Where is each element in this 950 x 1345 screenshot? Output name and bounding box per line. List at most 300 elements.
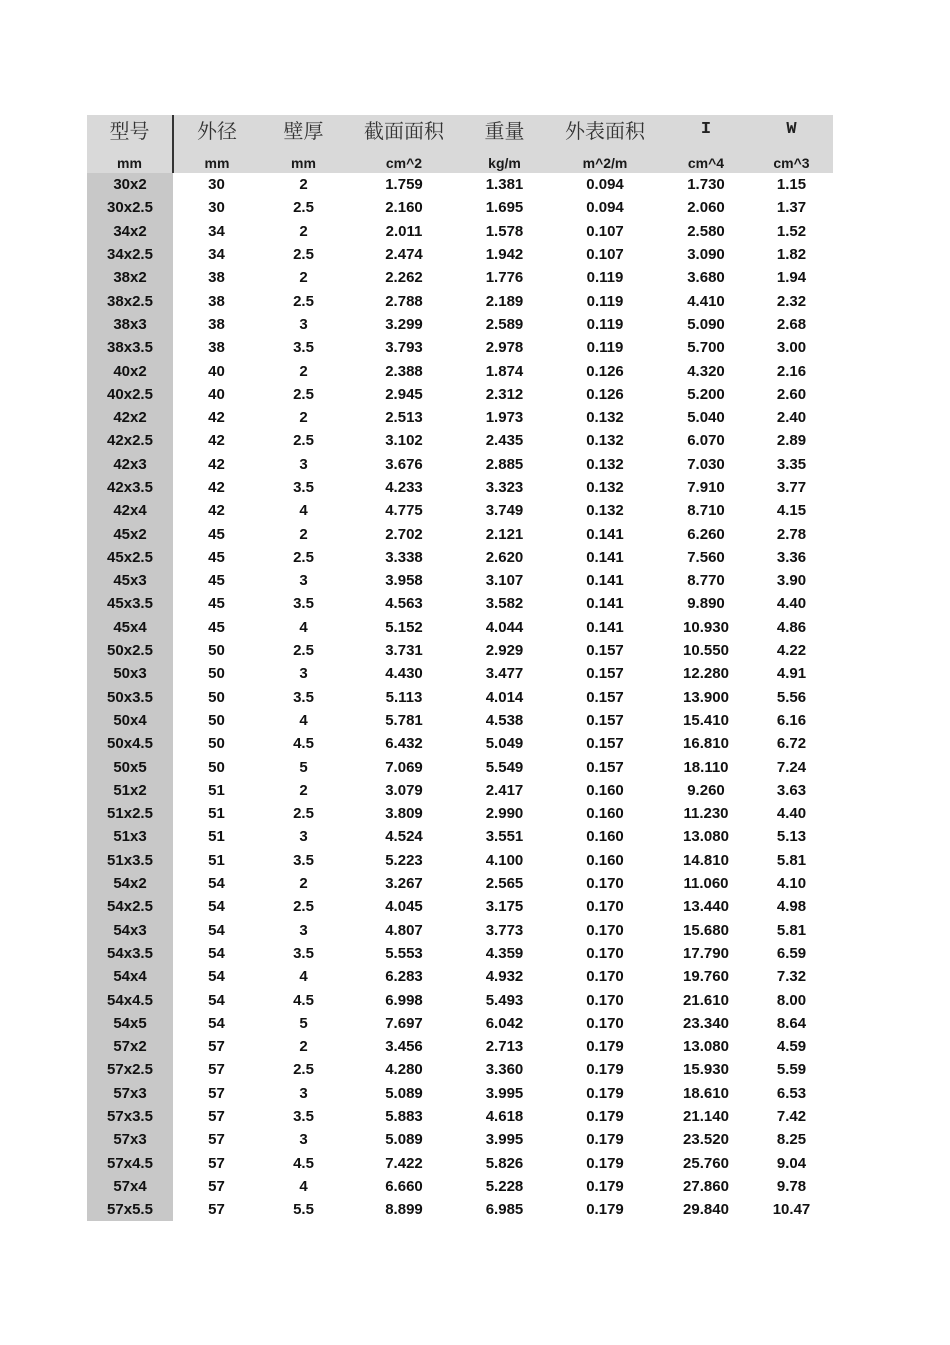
cell-section-area: 5.883 (385, 1108, 423, 1126)
cell-section-area: 3.676 (385, 455, 423, 473)
cell-section-area: 2.945 (385, 385, 423, 403)
table-row (87, 616, 833, 639)
cell-wall-thickness: 3 (299, 572, 308, 590)
cell-surface-area: 0.179 (586, 1108, 624, 1126)
cell-model: 51x3.5 (87, 849, 173, 872)
cell-wall-thickness: 2.5 (293, 199, 314, 217)
cell-surface-area: 0.132 (586, 409, 624, 427)
cell-surface-area: 0.179 (586, 1061, 624, 1079)
cell-section-modulus: 4.40 (776, 595, 807, 613)
cell-wall-thickness: 2.5 (293, 1061, 314, 1079)
cell-moment-of-inertia: 23.340 (683, 1014, 729, 1032)
cell-surface-area: 0.107 (586, 222, 624, 240)
cell-surface-area: 0.170 (586, 875, 624, 893)
cell-surface-area: 0.107 (586, 246, 624, 264)
cell-wall-thickness: 4 (299, 968, 308, 986)
cell-wall-thickness: 2.5 (293, 246, 314, 264)
cell-weight: 3.995 (485, 1131, 524, 1149)
cell-model: 40x2.5 (87, 383, 173, 406)
cell-model: 38x2.5 (87, 289, 173, 312)
cell-section-modulus: 9.04 (776, 1154, 807, 1172)
cell-section-area: 3.338 (385, 548, 423, 566)
cell-wall-thickness: 3.5 (293, 944, 314, 962)
cell-outer-diameter: 57 (208, 1131, 225, 1149)
table-row (87, 965, 833, 988)
cell-section-area: 7.697 (385, 1014, 423, 1032)
cell-weight: 5.826 (485, 1154, 524, 1172)
cell-weight: 5.049 (485, 735, 524, 753)
cell-moment-of-inertia: 15.930 (683, 1061, 729, 1079)
cell-moment-of-inertia: 21.610 (683, 991, 729, 1009)
header-surface-area: 外表面积 (548, 115, 662, 144)
cell-surface-area: 0.141 (586, 618, 624, 636)
cell-section-modulus: 7.32 (776, 968, 807, 986)
cell-model: 50x3 (87, 662, 173, 685)
header-weight: 重量 (461, 115, 548, 144)
cell-section-modulus: 6.72 (776, 735, 807, 753)
cell-section-modulus: 2.16 (776, 362, 807, 380)
cell-weight: 1.942 (485, 246, 524, 264)
cell-section-area: 5.089 (385, 1084, 423, 1102)
cell-wall-thickness: 2.5 (293, 642, 314, 660)
cell-moment-of-inertia: 5.090 (687, 315, 725, 333)
cell-model: 57x2 (87, 1035, 173, 1058)
cell-surface-area: 0.157 (586, 711, 624, 729)
cell-moment-of-inertia: 7.560 (687, 548, 725, 566)
table-row (87, 499, 833, 522)
cell-section-area: 7.422 (385, 1154, 423, 1172)
cell-wall-thickness: 3 (299, 828, 308, 846)
table-row (87, 476, 833, 499)
unit-surface-area: m^2/m (548, 144, 662, 173)
cell-outer-diameter: 51 (208, 781, 225, 799)
table-row (87, 942, 833, 965)
cell-section-modulus: 8.00 (776, 991, 807, 1009)
cell-moment-of-inertia: 13.080 (683, 1038, 729, 1056)
cell-moment-of-inertia: 8.710 (687, 502, 725, 520)
table-row (87, 1082, 833, 1105)
cell-wall-thickness: 2 (299, 362, 308, 380)
cell-weight: 2.121 (485, 525, 524, 543)
cell-moment-of-inertia: 8.770 (687, 572, 725, 590)
cell-section-area: 5.781 (385, 711, 423, 729)
cell-section-area: 3.958 (385, 572, 423, 590)
cell-wall-thickness: 2.5 (293, 292, 314, 310)
cell-surface-area: 0.160 (586, 805, 624, 823)
cell-weight: 2.620 (485, 548, 524, 566)
table-row (87, 1035, 833, 1058)
cell-weight: 4.618 (485, 1108, 524, 1126)
cell-section-modulus: 1.82 (776, 246, 807, 264)
cell-section-area: 4.280 (385, 1061, 423, 1079)
cell-section-area: 6.660 (385, 1177, 423, 1195)
cell-moment-of-inertia: 9.890 (687, 595, 725, 613)
cell-section-modulus: 4.59 (776, 1038, 807, 1056)
table-row (87, 895, 833, 918)
cell-surface-area: 0.141 (586, 525, 624, 543)
table-row (87, 592, 833, 615)
cell-model: 54x5 (87, 1012, 173, 1035)
cell-moment-of-inertia: 6.260 (687, 525, 725, 543)
cell-weight: 3.175 (485, 898, 524, 916)
cell-model: 34x2 (87, 220, 173, 243)
cell-weight: 1.695 (485, 199, 524, 217)
cell-weight: 1.874 (485, 362, 524, 380)
header-model: 型号 (87, 115, 173, 144)
cell-outer-diameter: 50 (208, 735, 225, 753)
cell-surface-area: 0.126 (586, 385, 624, 403)
cell-wall-thickness: 2.5 (293, 385, 314, 403)
cell-section-area: 4.775 (385, 502, 423, 520)
cell-section-modulus: 10.47 (772, 1201, 811, 1219)
table-row (87, 849, 833, 872)
cell-wall-thickness: 3.5 (293, 1108, 314, 1126)
table-row (87, 406, 833, 429)
cell-surface-area: 0.170 (586, 921, 624, 939)
cell-wall-thickness: 2 (299, 269, 308, 287)
cell-section-area: 5.089 (385, 1131, 423, 1149)
unit-section-area: cm^2 (347, 144, 461, 173)
table-row (87, 429, 833, 452)
cell-surface-area: 0.179 (586, 1154, 624, 1172)
cell-moment-of-inertia: 11.060 (683, 875, 729, 893)
cell-outer-diameter: 57 (208, 1061, 225, 1079)
table-row (87, 359, 833, 382)
cell-weight: 1.776 (485, 269, 524, 287)
cell-section-area: 6.998 (385, 991, 423, 1009)
cell-outer-diameter: 38 (208, 269, 225, 287)
cell-model: 51x2 (87, 779, 173, 802)
cell-moment-of-inertia: 3.090 (687, 246, 725, 264)
cell-surface-area: 0.157 (586, 758, 624, 776)
cell-model: 57x4 (87, 1175, 173, 1198)
cell-moment-of-inertia: 15.680 (683, 921, 729, 939)
unit-section-modulus: cm^3 (750, 144, 833, 173)
cell-moment-of-inertia: 10.550 (683, 642, 729, 660)
cell-model: 50x5 (87, 755, 173, 778)
cell-outer-diameter: 38 (208, 315, 225, 333)
cell-section-area: 5.152 (385, 618, 423, 636)
cell-surface-area: 0.132 (586, 502, 624, 520)
cell-moment-of-inertia: 16.810 (683, 735, 729, 753)
cell-weight: 4.100 (485, 851, 524, 869)
cell-wall-thickness: 4 (299, 1177, 308, 1195)
cell-section-modulus: 4.40 (776, 805, 807, 823)
cell-weight: 5.228 (485, 1177, 524, 1195)
cell-outer-diameter: 54 (208, 944, 225, 962)
cell-model: 54x2 (87, 872, 173, 895)
cell-outer-diameter: 45 (208, 572, 225, 590)
cell-moment-of-inertia: 13.900 (683, 688, 729, 706)
cell-section-modulus: 7.42 (776, 1108, 807, 1126)
cell-weight: 2.990 (485, 805, 524, 823)
cell-surface-area: 0.179 (586, 1201, 624, 1219)
table-row (87, 732, 833, 755)
cell-model: 57x4.5 (87, 1151, 173, 1174)
cell-wall-thickness: 2 (299, 409, 308, 427)
cell-outer-diameter: 50 (208, 758, 225, 776)
cell-wall-thickness: 2.5 (293, 432, 314, 450)
cell-surface-area: 0.157 (586, 642, 624, 660)
cell-weight: 5.549 (485, 758, 524, 776)
table-row (87, 196, 833, 219)
cell-outer-diameter: 51 (208, 805, 225, 823)
table-row (87, 220, 833, 243)
cell-section-modulus: 4.98 (776, 898, 807, 916)
cell-outer-diameter: 54 (208, 921, 225, 939)
cell-outer-diameter: 54 (208, 1014, 225, 1032)
cell-weight: 2.713 (485, 1038, 524, 1056)
cell-weight: 6.042 (485, 1014, 524, 1032)
cell-outer-diameter: 57 (208, 1038, 225, 1056)
cell-outer-diameter: 42 (208, 479, 225, 496)
cell-section-modulus: 6.53 (776, 1084, 807, 1102)
table-row (87, 546, 833, 569)
cell-surface-area: 0.170 (586, 991, 624, 1009)
table-row (87, 1105, 833, 1128)
cell-section-modulus: 3.90 (776, 572, 807, 590)
cell-surface-area: 0.141 (586, 572, 624, 590)
cell-model: 45x3 (87, 569, 173, 592)
cell-model: 54x4 (87, 965, 173, 988)
table-row (87, 755, 833, 778)
table-row (87, 802, 833, 825)
cell-section-modulus: 5.56 (776, 688, 807, 706)
cell-wall-thickness: 2 (299, 525, 308, 543)
cell-surface-area: 0.119 (586, 292, 624, 310)
cell-wall-thickness: 3.5 (293, 339, 314, 357)
cell-moment-of-inertia: 19.760 (683, 968, 729, 986)
cell-section-modulus: 4.10 (776, 875, 807, 893)
cell-model: 54x2.5 (87, 895, 173, 918)
cell-weight: 3.477 (485, 665, 524, 683)
cell-outer-diameter: 54 (208, 875, 225, 893)
table-row (87, 919, 833, 942)
cell-wall-thickness: 3.5 (293, 688, 314, 706)
cell-section-area: 2.262 (385, 269, 423, 287)
table-row (87, 173, 833, 196)
cell-model: 45x2.5 (87, 546, 173, 569)
cell-section-modulus: 5.59 (776, 1061, 807, 1079)
cell-weight: 3.551 (485, 828, 524, 846)
table-row (87, 383, 833, 406)
cell-surface-area: 0.179 (586, 1084, 624, 1102)
cell-outer-diameter: 57 (208, 1177, 225, 1195)
cell-wall-thickness: 5 (299, 758, 308, 776)
cell-section-modulus: 2.60 (776, 385, 807, 403)
cell-surface-area: 0.119 (586, 269, 624, 287)
cell-section-modulus: 4.91 (776, 665, 807, 683)
cell-model: 57x3 (87, 1128, 173, 1151)
cell-weight: 2.565 (485, 875, 524, 893)
cell-section-area: 2.788 (385, 292, 423, 310)
table-row (87, 1151, 833, 1174)
table-row (87, 569, 833, 592)
cell-outer-diameter: 40 (208, 385, 225, 403)
cell-weight: 3.749 (485, 502, 524, 520)
table-row (87, 1128, 833, 1151)
cell-moment-of-inertia: 4.320 (687, 362, 725, 380)
cell-moment-of-inertia: 5.040 (687, 409, 725, 427)
table-row (87, 1012, 833, 1035)
cell-weight: 2.435 (485, 432, 524, 450)
cell-outer-diameter: 38 (208, 339, 225, 357)
cell-model: 54x4.5 (87, 988, 173, 1011)
cell-section-area: 4.563 (385, 595, 423, 613)
cell-outer-diameter: 42 (208, 432, 225, 450)
cell-section-area: 4.807 (385, 921, 423, 939)
cell-wall-thickness: 2.5 (293, 805, 314, 823)
cell-wall-thickness: 2 (299, 875, 308, 893)
cell-outer-diameter: 45 (208, 548, 225, 566)
cell-section-modulus: 3.63 (776, 781, 807, 799)
unit-wall-thickness: mm (260, 144, 347, 173)
cell-section-area: 7.069 (385, 758, 423, 776)
cell-model: 54x3.5 (87, 942, 173, 965)
cell-wall-thickness: 4.5 (293, 1154, 314, 1172)
cell-outer-diameter: 34 (208, 246, 225, 264)
cell-outer-diameter: 42 (208, 502, 225, 520)
cell-surface-area: 0.094 (586, 199, 624, 217)
cell-wall-thickness: 4 (299, 502, 308, 520)
cell-model: 42x3 (87, 453, 173, 476)
cell-section-modulus: 6.16 (776, 711, 807, 729)
cell-model: 42x3.5 (87, 476, 173, 499)
cell-section-area: 3.456 (385, 1038, 423, 1056)
cell-wall-thickness: 3 (299, 921, 308, 939)
cell-section-area: 4.430 (385, 665, 423, 683)
cell-model: 45x4 (87, 616, 173, 639)
cell-section-area: 2.388 (385, 362, 423, 380)
cell-model: 57x2.5 (87, 1058, 173, 1081)
cell-surface-area: 0.160 (586, 851, 624, 869)
cell-surface-area: 0.179 (586, 1038, 624, 1056)
cell-outer-diameter: 50 (208, 711, 225, 729)
cell-weight: 2.589 (485, 315, 524, 333)
cell-section-modulus: 4.22 (776, 642, 807, 660)
table-row (87, 1058, 833, 1081)
table-row (87, 266, 833, 289)
cell-section-modulus: 3.36 (776, 548, 807, 566)
unit-outer-diameter: mm (173, 144, 260, 173)
cell-surface-area: 0.157 (586, 688, 624, 706)
cell-outer-diameter: 50 (208, 665, 225, 683)
cell-model: 57x3.5 (87, 1105, 173, 1128)
cell-weight: 1.578 (485, 222, 524, 240)
cell-model: 38x3 (87, 313, 173, 336)
cell-section-modulus: 2.89 (776, 432, 807, 450)
pipe-spec-table (87, 115, 833, 1221)
cell-moment-of-inertia: 2.580 (687, 222, 725, 240)
cell-model: 30x2 (87, 173, 173, 196)
cell-wall-thickness: 3.5 (293, 851, 314, 869)
table-row (87, 336, 833, 359)
cell-wall-thickness: 2 (299, 222, 308, 240)
cell-outer-diameter: 50 (208, 642, 225, 660)
cell-wall-thickness: 4 (299, 711, 308, 729)
cell-weight: 3.995 (485, 1084, 524, 1102)
cell-section-area: 3.809 (385, 805, 423, 823)
cell-moment-of-inertia: 7.910 (687, 479, 725, 496)
cell-section-area: 5.113 (385, 688, 423, 706)
cell-moment-of-inertia: 27.860 (683, 1177, 729, 1195)
cell-moment-of-inertia: 10.930 (683, 618, 729, 636)
cell-section-modulus: 3.00 (776, 339, 807, 357)
table-row (87, 313, 833, 336)
cell-section-area: 6.432 (385, 735, 423, 753)
cell-section-modulus: 3.77 (776, 479, 807, 496)
table-row (87, 453, 833, 476)
cell-model: 51x2.5 (87, 802, 173, 825)
cell-model: 42x2.5 (87, 429, 173, 452)
table-row (87, 779, 833, 802)
table-row (87, 662, 833, 685)
cell-model: 45x3.5 (87, 592, 173, 615)
cell-section-modulus: 8.64 (776, 1014, 807, 1032)
cell-wall-thickness: 2.5 (293, 898, 314, 916)
cell-wall-thickness: 5.5 (293, 1201, 314, 1219)
cell-moment-of-inertia: 17.790 (683, 944, 729, 962)
cell-moment-of-inertia: 12.280 (683, 665, 729, 683)
cell-outer-diameter: 30 (208, 199, 225, 217)
cell-surface-area: 0.141 (586, 548, 624, 566)
cell-outer-diameter: 30 (208, 176, 225, 194)
cell-outer-diameter: 54 (208, 898, 225, 916)
cell-section-modulus: 2.40 (776, 409, 807, 427)
cell-section-modulus: 2.78 (776, 525, 807, 543)
cell-section-modulus: 5.81 (776, 851, 807, 869)
cell-model: 45x2 (87, 522, 173, 545)
cell-section-area: 2.474 (385, 246, 423, 264)
table-header (87, 115, 833, 173)
cell-outer-diameter: 42 (208, 455, 225, 473)
cell-surface-area: 0.179 (586, 1131, 624, 1149)
cell-section-area: 4.233 (385, 479, 423, 496)
cell-wall-thickness: 3 (299, 1131, 308, 1149)
cell-section-area: 1.759 (385, 176, 423, 194)
pipe-spec-table-sheet (87, 115, 833, 1221)
cell-moment-of-inertia: 13.440 (683, 898, 729, 916)
cell-model: 51x3 (87, 825, 173, 848)
cell-section-area: 4.045 (385, 898, 423, 916)
cell-surface-area: 0.126 (586, 362, 624, 380)
cell-weight: 2.417 (485, 781, 524, 799)
cell-weight: 4.359 (485, 944, 524, 962)
table-row (87, 988, 833, 1011)
table-row (87, 639, 833, 662)
cell-model: 30x2.5 (87, 196, 173, 219)
cell-moment-of-inertia: 29.840 (683, 1201, 729, 1219)
cell-moment-of-inertia: 9.260 (687, 781, 725, 799)
table-body (87, 173, 833, 1221)
cell-wall-thickness: 3 (299, 665, 308, 683)
cell-surface-area: 0.157 (586, 735, 624, 753)
cell-model: 34x2.5 (87, 243, 173, 266)
cell-outer-diameter: 51 (208, 851, 225, 869)
cell-weight: 6.985 (485, 1201, 524, 1219)
cell-section-area: 2.011 (385, 222, 423, 240)
cell-outer-diameter: 45 (208, 618, 225, 636)
cell-moment-of-inertia: 7.030 (687, 455, 725, 473)
cell-section-area: 3.731 (385, 642, 423, 660)
cell-section-area: 3.267 (385, 875, 423, 893)
cell-outer-diameter: 57 (208, 1108, 225, 1126)
cell-moment-of-inertia: 18.610 (683, 1084, 729, 1102)
cell-surface-area: 0.119 (586, 315, 624, 333)
cell-weight: 2.312 (485, 385, 524, 403)
cell-surface-area: 0.179 (586, 1177, 624, 1195)
cell-section-area: 5.223 (385, 851, 423, 869)
